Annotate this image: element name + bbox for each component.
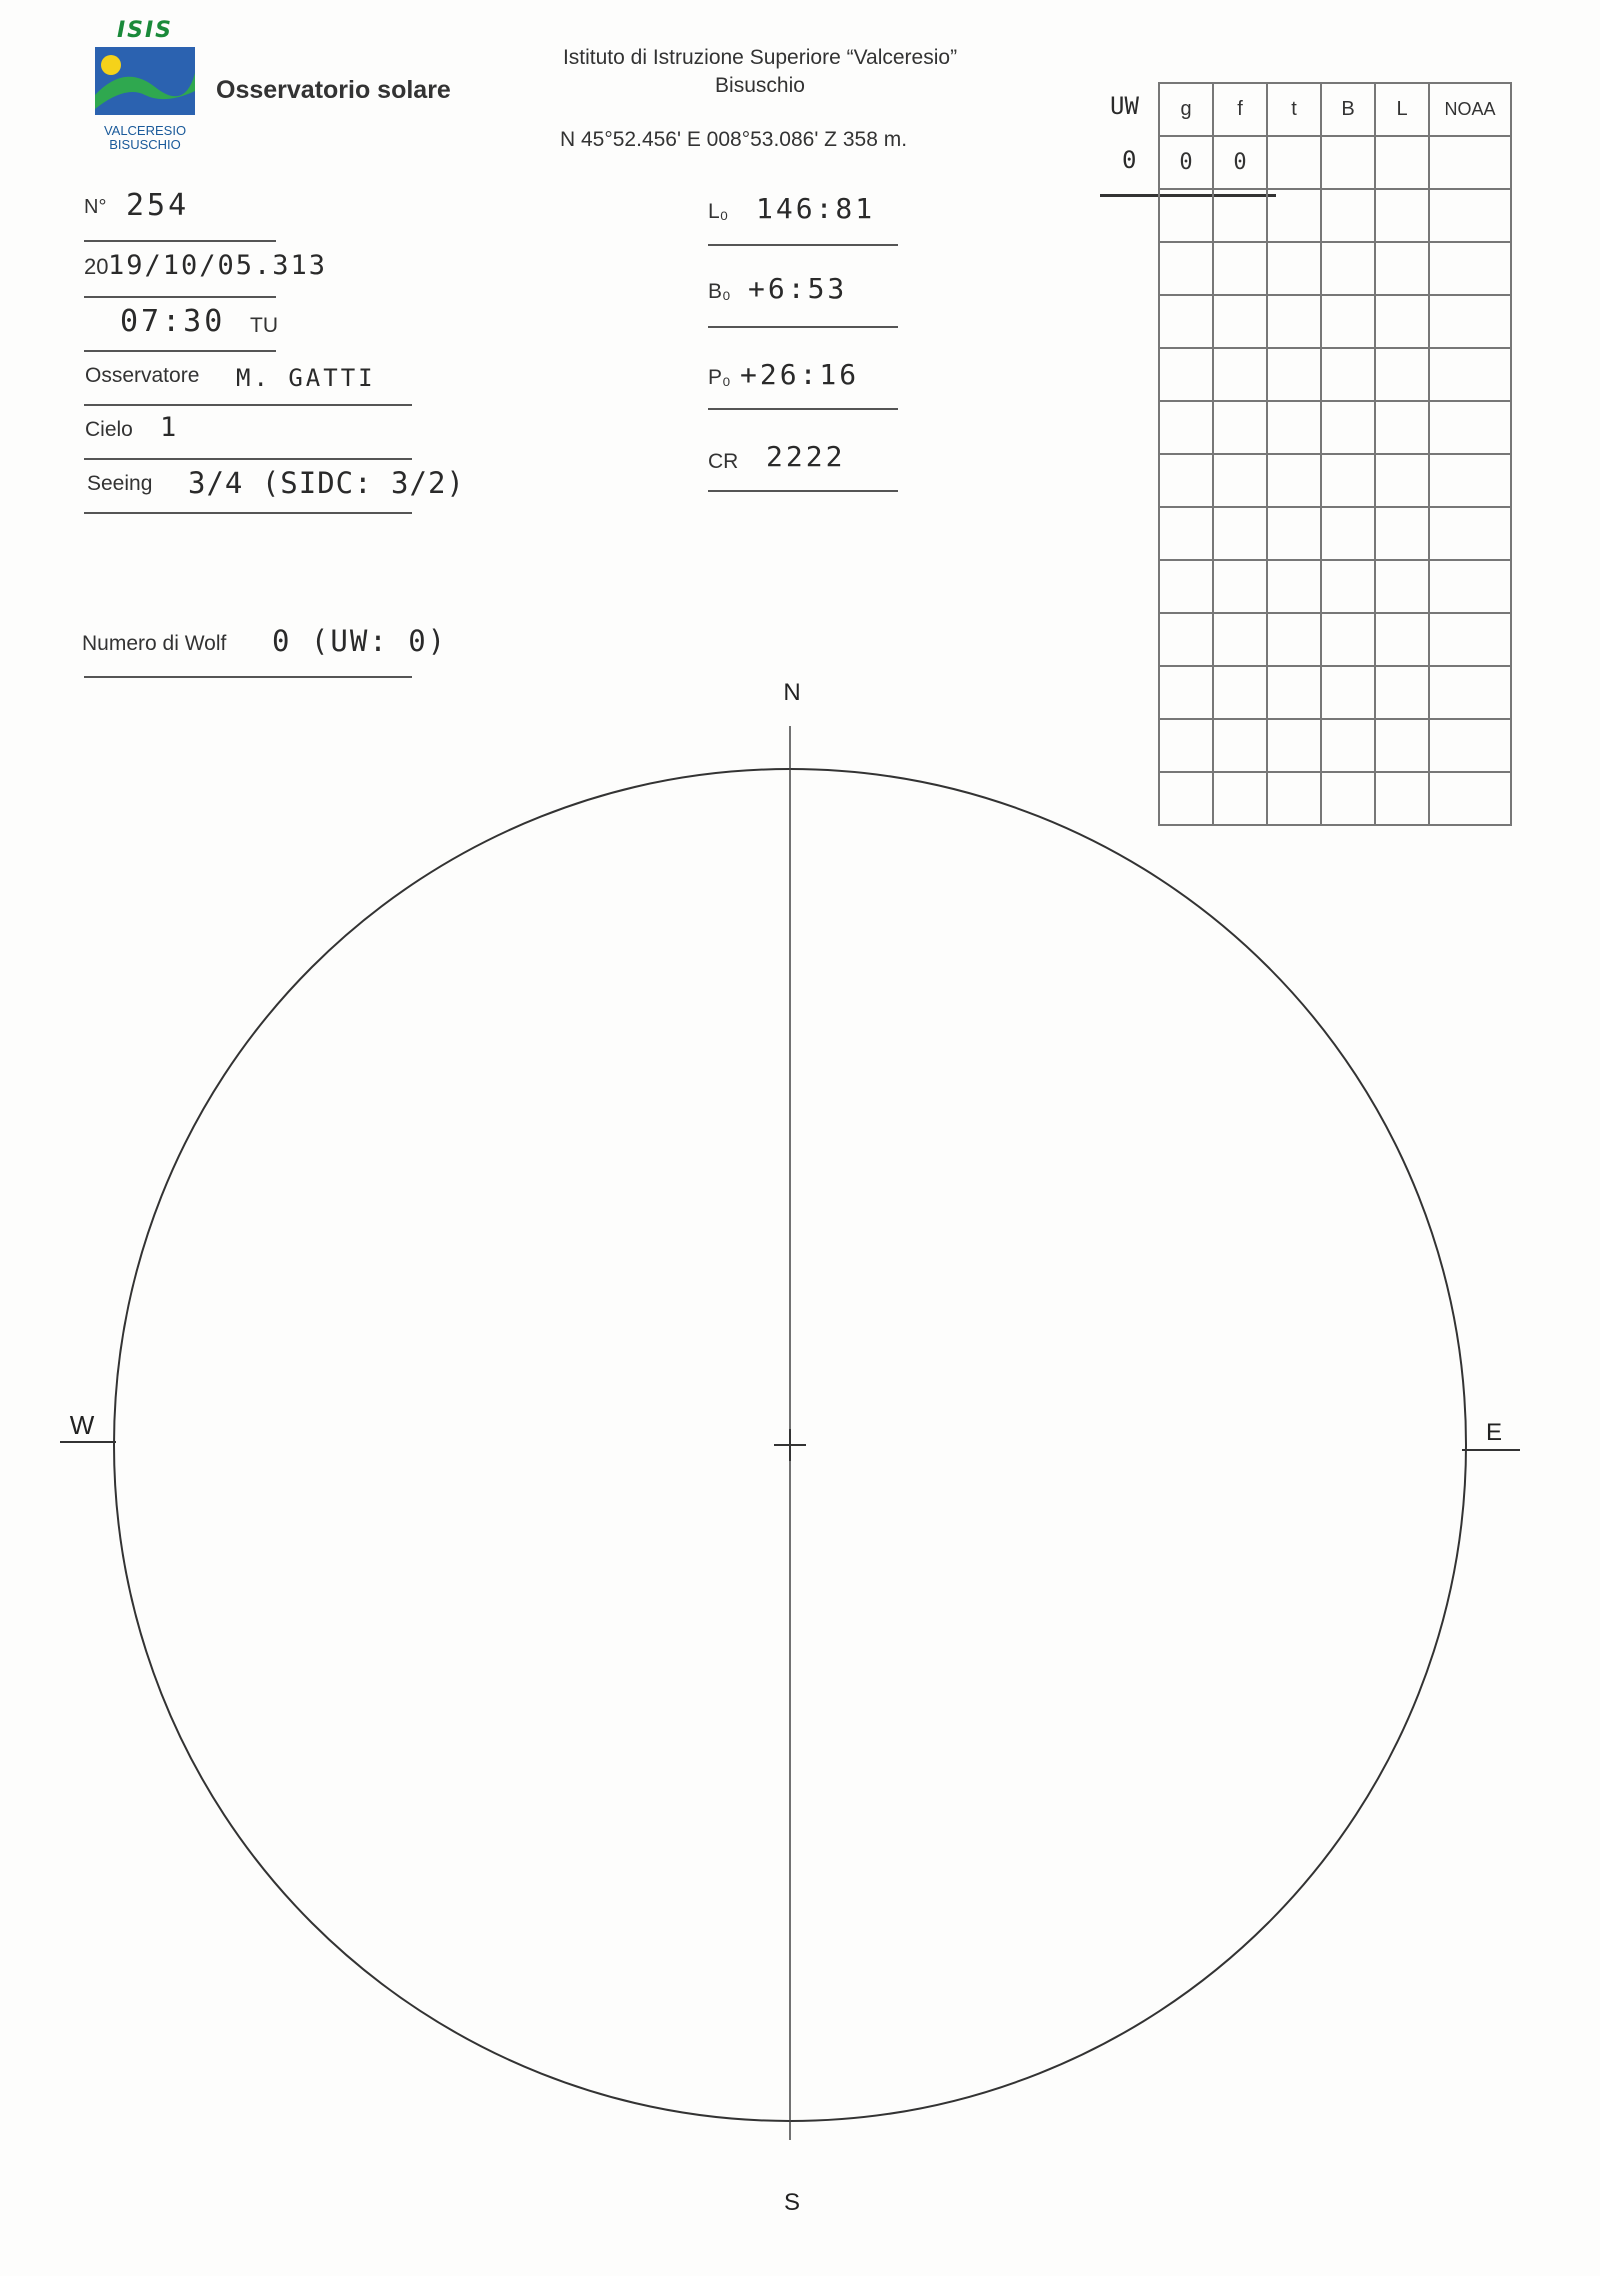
col-header-l: L	[1375, 83, 1429, 136]
l0-value: 146:81	[756, 192, 876, 225]
wolf-value: 0 (UW: 0)	[272, 624, 448, 658]
sky-label: Cielo	[85, 418, 133, 441]
observer-label: Osservatore	[85, 364, 200, 387]
sky-value: 1	[160, 412, 180, 443]
wolf-label: Numero di Wolf	[82, 632, 227, 655]
institute-name: Istituto di Istruzione Superiore “Valceresio”	[562, 46, 958, 69]
observatory-title: Osservatorio solare	[216, 76, 451, 104]
number-label: N°	[84, 196, 107, 218]
south-label: S	[783, 2189, 801, 2216]
col-header-b: B	[1321, 83, 1375, 136]
col-header-noaa: NOAA	[1429, 83, 1511, 136]
number-value: 254	[126, 188, 190, 223]
seeing-value: 3/4 (SIDC: 3/2)	[188, 466, 465, 500]
logo-wordmark: ISIS	[116, 18, 174, 43]
institute-town: Bisuschio	[715, 74, 805, 97]
b0-value: +6:53	[748, 272, 848, 305]
col-header-f: f	[1213, 83, 1267, 136]
l0-label: L₀	[708, 200, 729, 223]
seeing-label: Seeing	[87, 472, 153, 495]
b0-label: B₀	[708, 280, 731, 303]
time-unit: TU	[250, 314, 278, 337]
west-label: W	[69, 1410, 95, 1440]
logo-subtitle-2: BISUSCHIO	[109, 137, 181, 152]
uw-value: 0	[1122, 146, 1137, 174]
cr-value: 2222	[766, 440, 846, 473]
logo-subtitle-1: VALCERESIO	[103, 123, 187, 138]
uw-label: UW	[1110, 92, 1139, 120]
cell-g: 0	[1159, 136, 1213, 189]
col-header-g: g	[1159, 83, 1213, 136]
observer-value: M. GATTI	[236, 364, 376, 392]
p0-value: +26:16	[740, 358, 860, 391]
north-label: N	[783, 679, 801, 706]
east-label: E	[1485, 1419, 1503, 1446]
col-header-t: t	[1267, 83, 1321, 136]
site-coordinates: N 45°52.456' E 008°53.086' Z 358 m.	[560, 128, 908, 151]
date-prefix: 20	[84, 254, 109, 279]
date-value: 19/10/05.313	[108, 250, 328, 281]
cell-f: 0	[1213, 136, 1267, 189]
time-value: 07:30	[120, 304, 226, 339]
p0-label: P₀	[708, 366, 731, 389]
cr-label: CR	[708, 450, 739, 473]
